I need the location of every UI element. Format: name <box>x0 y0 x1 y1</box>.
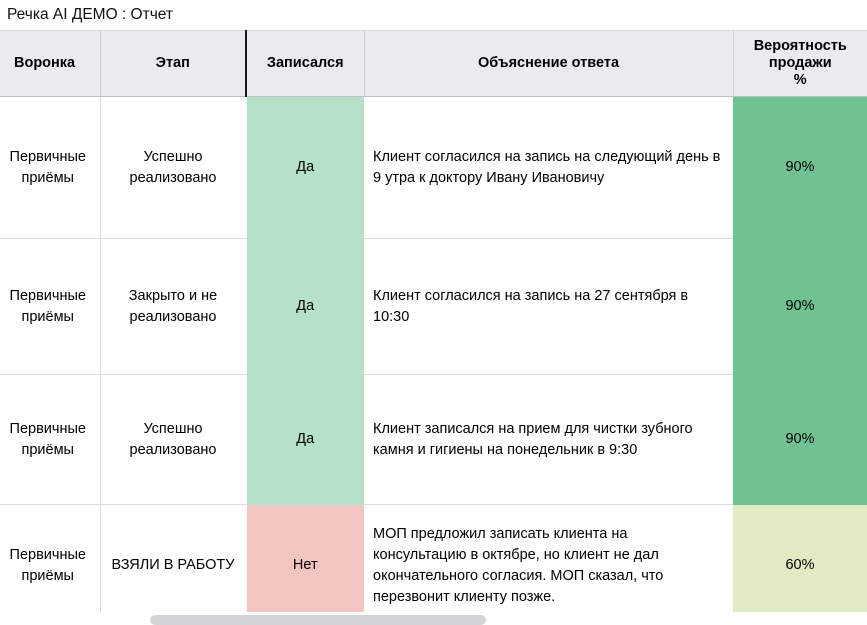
horizontal-scrollbar-track[interactable] <box>0 612 867 625</box>
page-title-bar <box>0 0 867 30</box>
column-header-booked[interactable]: Записался <box>246 31 364 97</box>
column-header-explanation[interactable]: Объяснение ответа <box>364 31 733 97</box>
cell-explanation: Клиент согласился на запись на 27 сентября в 10:30 <box>364 239 733 375</box>
cell-stage: Успешно реализовано <box>100 375 246 505</box>
table-header-row <box>0 31 867 97</box>
cell-booked: Да <box>246 239 364 375</box>
column-header-stage[interactable]: Этап <box>100 31 246 97</box>
cell-booked: Да <box>246 97 364 239</box>
cell-funnel: Первичные приёмы <box>0 375 100 505</box>
cell-explanation: Клиент записался на прием для чистки зубного камня и гигиены на понедельник в 9:30 <box>364 375 733 505</box>
column-header-funnel[interactable]: Воронка <box>0 31 100 97</box>
horizontal-scrollbar-thumb[interactable] <box>150 615 486 625</box>
report-table <box>0 30 867 612</box>
cell-booked: Да <box>246 375 364 505</box>
column-header-probability-line-1: Вероятность <box>753 38 847 54</box>
table-row[interactable] <box>0 375 867 505</box>
cell-probability: 90% <box>733 239 867 375</box>
column-header-probability-line-3: % <box>793 72 807 88</box>
cell-explanation: МОП предложил записать клиента на консультацию в октябре, но клиент не дал окончательного согласия. МОП сказал, что перезвонит клиенту позже. <box>364 505 733 613</box>
cell-stage: Успешно реализовано <box>100 97 246 239</box>
table-row[interactable] <box>0 97 867 239</box>
cell-probability: 90% <box>733 375 867 505</box>
cell-stage: ВЗЯЛИ В РАБОТУ <box>100 505 246 613</box>
cell-probability: 60% <box>733 505 867 613</box>
cell-probability: 90% <box>733 97 867 239</box>
table-row[interactable] <box>0 505 867 613</box>
column-header-probability[interactable] <box>733 31 867 97</box>
page-title: Речка AI ДЕМО : Отчет <box>7 6 173 23</box>
column-header-probability-line-2: продажи <box>768 55 832 71</box>
cell-stage: Закрыто и не реализовано <box>100 239 246 375</box>
cell-funnel: Первичные приёмы <box>0 97 100 239</box>
report-table-scroll-area[interactable] <box>0 30 867 612</box>
table-row[interactable] <box>0 239 867 375</box>
cell-booked: Нет <box>246 505 364 613</box>
cell-funnel: Первичные приёмы <box>0 239 100 375</box>
table-body <box>0 97 867 613</box>
cell-funnel: Первичные приёмы <box>0 505 100 613</box>
cell-explanation: Клиент согласился на запись на следующий день в 9 утра к доктору Ивану Ивановичу <box>364 97 733 239</box>
table-header <box>0 31 867 97</box>
